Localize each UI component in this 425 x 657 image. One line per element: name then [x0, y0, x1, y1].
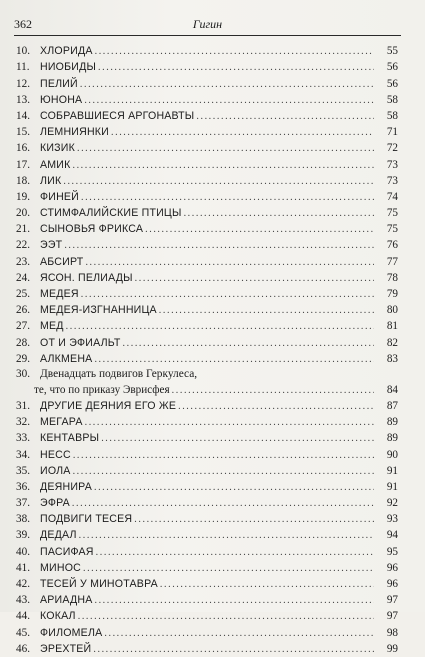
toc-entry-subtitle: те, что по приказу Эврисфея — [34, 383, 170, 396]
dot-leader — [72, 497, 374, 511]
toc-entry-number: 30. — [16, 368, 30, 381]
toc-entry — [16, 318, 398, 334]
toc-entry-number: 23. — [16, 255, 30, 268]
toc-entry-title: Двенадцать подвигов Геркулеса, — [40, 368, 198, 381]
toc-entry-title: ЮНОНА — [40, 93, 83, 106]
toc-entry-number: 45. — [16, 626, 30, 639]
dot-leader — [73, 449, 374, 463]
toc-entry-number: 26. — [16, 304, 30, 317]
dot-leader — [145, 223, 374, 237]
toc-entry — [16, 173, 398, 189]
dot-leader — [85, 416, 374, 430]
toc-entry — [16, 479, 398, 495]
toc-entry-title: ХЛОРИДА — [40, 45, 93, 58]
toc-entry — [16, 286, 398, 302]
toc-entry — [16, 189, 398, 205]
toc-entry-number: 17. — [16, 158, 30, 171]
toc-entry-number: 44. — [16, 610, 30, 623]
toc-entry-page: 94 — [386, 529, 398, 542]
toc-entry-title: ФИНЕЙ — [40, 190, 79, 203]
toc-entry-title: МЕД — [40, 320, 64, 333]
toc-entry — [16, 511, 398, 527]
toc-entry — [16, 495, 398, 511]
toc-entry-page: 58 — [386, 93, 398, 106]
toc-entry-number: 20. — [16, 207, 30, 220]
toc-entry-page: 97 — [386, 594, 398, 607]
dot-leader — [134, 513, 374, 527]
toc-entry-page: 96 — [386, 561, 398, 574]
toc-entry-number: 13. — [16, 93, 30, 106]
toc-entry — [16, 43, 398, 59]
toc-entry — [16, 270, 398, 286]
toc-entry-page: 95 — [386, 545, 398, 558]
toc-entry-title: ЛЕМНИЯНКИ — [40, 126, 109, 139]
toc-entry-page: 84 — [386, 383, 398, 396]
page-number: 362 — [14, 17, 32, 31]
dot-leader — [77, 142, 374, 156]
dot-leader — [101, 432, 374, 446]
toc-entry — [16, 430, 398, 446]
toc-entry-title: ЯСОН. ПЕЛИАДЫ — [40, 271, 133, 284]
toc-entry-number: 12. — [16, 77, 30, 90]
toc-entry — [16, 398, 398, 414]
toc-entry — [16, 334, 398, 350]
dot-leader — [94, 594, 374, 608]
toc-entry — [16, 414, 398, 430]
toc-entry-number: 39. — [16, 529, 30, 542]
dot-leader — [94, 481, 374, 495]
toc-entry-title: КИЗИК — [40, 142, 75, 155]
toc-entry-page: 82 — [386, 336, 398, 349]
toc-entry-page: 92 — [386, 497, 398, 510]
dot-leader — [98, 61, 374, 75]
dot-leader — [64, 239, 374, 253]
toc-entry — [16, 205, 398, 221]
dot-leader — [135, 272, 374, 286]
toc-entry-number: 29. — [16, 352, 30, 365]
dot-leader — [73, 465, 374, 479]
toc-entry-title: СЫНОВЬЯ ФРИКСА — [40, 223, 144, 236]
toc-entry-title: ОТ И ЭФИАЛЬТ — [40, 336, 121, 349]
toc-entry-number: 42. — [16, 578, 30, 590]
toc-entry-number: 27. — [16, 320, 30, 333]
toc-entry-title: НИОБИДЫ — [40, 61, 97, 74]
dot-leader — [160, 578, 374, 592]
toc-entry-page: 56 — [386, 61, 398, 74]
toc-entry — [16, 592, 398, 608]
toc-entry-title: ЭЭТ — [40, 239, 63, 252]
toc-entry-title: МЕДЕЯ — [40, 288, 79, 300]
dot-leader — [79, 529, 374, 543]
toc-entry-page: 97 — [386, 610, 398, 623]
toc-entry — [16, 624, 398, 640]
toc-entry — [16, 543, 398, 559]
toc-entry-title: ЭФРА — [40, 497, 70, 510]
toc-entry-title: ДЕДАЛ — [40, 529, 77, 542]
toc-entry-number: 22. — [16, 239, 30, 252]
toc-entry — [16, 156, 398, 172]
toc-entry-number: 38. — [16, 513, 30, 526]
toc-entry-page: 81 — [386, 320, 398, 333]
toc-entry-number: 18. — [16, 174, 30, 187]
toc-entry-number: 35. — [16, 464, 30, 477]
toc-entry-title: СТИМФАЛИЙСКИЕ ПТИЦЫ — [40, 207, 182, 220]
toc-entry-title: КЕНТАВРЫ — [40, 432, 100, 445]
toc-entry-number: 37. — [16, 497, 30, 510]
toc-entry-page: 58 — [386, 109, 398, 122]
page-header — [14, 17, 401, 35]
toc-entry-number: 19. — [16, 190, 30, 203]
dot-leader — [84, 94, 374, 108]
toc-entry-page: 96 — [386, 578, 398, 590]
dot-leader — [184, 207, 374, 221]
toc-entry — [16, 641, 398, 657]
toc-entry-number: 21. — [16, 223, 30, 236]
toc-entry-page: 99 — [386, 642, 398, 655]
toc-entry-page: 83 — [386, 352, 398, 365]
toc-entry-title: СОБРАВШИЕСЯ АРГОНАВТЫ — [40, 109, 195, 122]
toc-entry-page: 75 — [386, 223, 398, 236]
dot-leader — [178, 400, 374, 414]
toc-entry-title: ЭРЕХТЕЙ — [40, 642, 92, 655]
toc-entry-number: 10. — [16, 45, 30, 58]
toc-entry-title: ДЕЯНИРА — [40, 480, 92, 493]
toc-entry-page: 87 — [386, 399, 398, 412]
toc-entry — [16, 237, 398, 253]
toc-entry — [16, 463, 398, 479]
toc-entry — [16, 221, 398, 237]
dot-leader — [95, 45, 374, 59]
toc-entry-number: 32. — [16, 416, 30, 429]
toc-entry-title: КОКАЛ — [40, 610, 76, 623]
toc-entry-page: 89 — [386, 416, 398, 429]
toc-entry-number: 40. — [16, 545, 30, 558]
toc-entry — [16, 527, 398, 543]
toc-entry-number: 43. — [16, 594, 30, 607]
toc-entry-title: ПАСИФАЯ — [40, 545, 94, 558]
toc-entry-title: МИНОС — [40, 561, 81, 574]
toc-entry — [16, 108, 398, 124]
toc-entry-page: 73 — [386, 158, 398, 171]
toc-entry — [16, 140, 398, 156]
toc-entry-number: 34. — [16, 448, 30, 461]
toc-entry-number: 36. — [16, 480, 30, 493]
dot-leader — [96, 546, 374, 560]
toc-entry-title: ИОЛА — [40, 464, 71, 477]
dot-leader — [93, 643, 374, 657]
toc-entry-page: 73 — [386, 174, 398, 187]
toc-entry-page: 90 — [386, 448, 398, 461]
toc-entry-page: 77 — [386, 255, 398, 268]
toc-entry — [16, 92, 398, 108]
toc-entry-number: 33. — [16, 432, 30, 445]
toc-entry-number: 15. — [16, 126, 30, 139]
toc-entry — [16, 576, 398, 592]
dot-leader — [63, 175, 374, 189]
toc-entry-title: АЛКМЕНА — [40, 352, 93, 365]
toc-entry — [16, 75, 398, 91]
toc-entry-title: ТЕСЕЙ У МИНОТАВРА — [40, 578, 158, 590]
dot-leader — [172, 384, 374, 398]
dot-leader — [94, 353, 374, 367]
table-of-contents — [16, 43, 398, 657]
toc-entry-title: АРИАДНА — [40, 594, 93, 607]
toc-entry-title: АМИК — [40, 158, 71, 171]
toc-entry-page: 98 — [386, 626, 398, 639]
toc-entry-page: 91 — [386, 464, 398, 477]
toc-entry-page: 80 — [386, 304, 398, 317]
toc-entry — [16, 560, 398, 576]
toc-entry — [16, 59, 398, 75]
toc-entry-title: МЕГАРА — [40, 416, 83, 429]
toc-entry-page: 76 — [386, 239, 398, 252]
dot-leader — [81, 288, 374, 302]
toc-entry-page: 93 — [386, 513, 398, 526]
toc-entry-title: ДРУГИЕ ДЕЯНИЯ ЕГО ЖЕ — [40, 399, 177, 412]
toc-entry-page: 91 — [386, 480, 398, 493]
dot-leader — [66, 320, 374, 334]
dot-leader — [123, 337, 374, 351]
dot-leader — [83, 562, 374, 576]
toc-entry-page: 71 — [386, 126, 398, 139]
toc-entry — [16, 253, 398, 269]
dot-leader — [85, 256, 374, 270]
toc-entry — [16, 351, 398, 367]
toc-entry-page: 79 — [386, 288, 398, 300]
toc-entry-number: 16. — [16, 142, 30, 155]
toc-entry-title: ФИЛОМЕЛА — [40, 626, 103, 639]
toc-entry-number: 28. — [16, 336, 30, 349]
toc-entry-page: 78 — [386, 271, 398, 284]
toc-entry-number: 25. — [16, 288, 30, 300]
toc-entry-page: 74 — [386, 190, 398, 203]
toc-entry-title: АБСИРТ — [40, 255, 84, 268]
toc-entry — [16, 124, 398, 140]
toc-entry-page: 56 — [386, 77, 398, 90]
dot-leader — [159, 304, 374, 318]
toc-entry-page: 89 — [386, 432, 398, 445]
dot-leader — [111, 126, 374, 140]
toc-entry-title: ПОДВИГИ ТЕСЕЯ — [40, 513, 133, 526]
dot-leader — [80, 78, 374, 92]
header-rule — [14, 35, 401, 36]
toc-entry-page: 75 — [386, 207, 398, 220]
toc-entry-title: ПЕЛИЙ — [40, 77, 78, 90]
toc-entry-number: 14. — [16, 109, 30, 122]
toc-entry-number: 11. — [16, 61, 30, 74]
toc-entry-number: 41. — [16, 561, 30, 574]
toc-entry-number: 24. — [16, 271, 30, 284]
toc-entry-number: 46. — [16, 642, 30, 655]
toc-entry — [16, 446, 398, 462]
toc-entry — [16, 367, 398, 398]
dot-leader — [81, 191, 374, 205]
toc-entry-number: 31. — [16, 399, 30, 412]
dot-leader — [78, 610, 374, 624]
toc-entry-page: 55 — [386, 45, 398, 58]
dot-leader — [196, 110, 374, 124]
dot-leader — [104, 627, 374, 641]
toc-entry-title: ЛИК — [40, 174, 62, 187]
toc-entry-page: 72 — [386, 142, 398, 155]
toc-entry — [16, 302, 398, 318]
toc-entry-title: МЕДЕЯ-ИЗГНАННИЦА — [40, 304, 157, 317]
running-title: Гигин — [192, 17, 223, 31]
toc-entry-title: НЕСС — [40, 448, 71, 461]
toc-entry — [16, 608, 398, 624]
dot-leader — [72, 159, 374, 173]
